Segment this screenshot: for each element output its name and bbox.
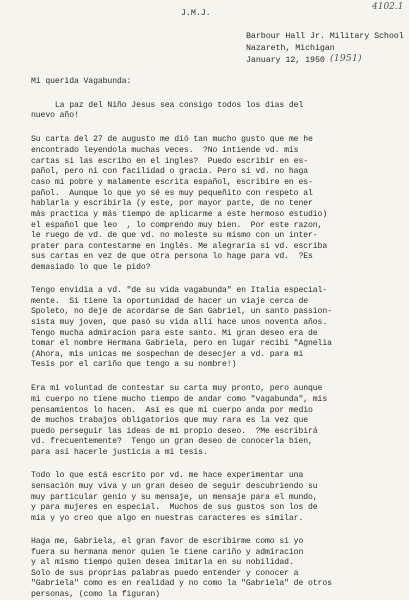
text-line: Era mi voluntad de contestar su carta muy pronto, pero aunque — [31, 384, 323, 393]
text-line: pensamientos lo hacen. Así es que mi cuerpo anda por medio — [31, 406, 313, 415]
text-line: (Ahora, mis unicas me sospechan de desecjer a vd. para mi — [31, 350, 304, 359]
text-line: Tesis por el cariño que tengo a su nombre!) — [31, 360, 237, 369]
text-line: para así hacerle justicia a mi tesis. — [31, 448, 208, 457]
text-line: tomar el nombre Hermana Gabriela, pero en lugar recibí "Agnelia — [31, 339, 332, 348]
text-line: encontrado leyendola muchas veces. ?No intiende vd. mis — [31, 146, 299, 155]
text-line: Su carta del 27 de augusto me dió tan mucho gusto que me he — [31, 135, 313, 144]
text-line: Tengo envidia a vd. "de su vida vagabunda" en Italia especial- — [31, 286, 328, 295]
text-line: más practica y más tiempo de aplicarme a este hermoso estudio) — [31, 210, 328, 219]
text-line: sista muy joven, que pasó su vida allí hace unos noventa años. — [31, 318, 328, 327]
text-line: demasiado lo que le pido? — [31, 263, 151, 272]
text-line: y para mujeres en especial. Muchos de sus gustos son los de — [31, 503, 318, 512]
salutation: Mi querida Vagabunda: — [31, 77, 132, 86]
text-line: el español que leo , lo comprendo muy bien. Por este razon, — [31, 221, 323, 230]
text-line: mi cuerpo no tiene mucho tiempo de andar como "vagabunda", mis — [31, 395, 328, 404]
text-line: Tengo mucha admiracion para este santo. Mi gran deseo era de — [31, 329, 318, 338]
archive-ref-number: 4102.1 — [372, 2, 404, 12]
text-line: caso mi pobre y malamente escrita español, escribire en es- — [31, 178, 313, 187]
sender-institution: Barbour Hall Jr. Military School — [246, 31, 404, 41]
text-line: Todo lo que está escrito por vd. me hace experimentar una — [31, 471, 304, 480]
text-line: y al mismo tiempo quien desea imitarla en su nobilidad. — [31, 558, 294, 567]
text-line: sus cartas en vez de que otra persona lo hage para vd. ?Es — [31, 252, 313, 261]
text-line: fuera su hermana menor quien le tiene cariño y admiracion — [31, 548, 304, 557]
text-line: muy particular genio y su mensaje, un mensaje para el mundo, — [31, 493, 318, 502]
text-line: cartas si las escribo en el ingles? Puedo escribir en es- — [31, 157, 308, 166]
text-line: de muchos trabajos obligatorios que muy rara es la vez que — [31, 416, 308, 425]
year-annotation: (1951) — [330, 53, 362, 64]
letter-date: January 12, 1950 — [246, 55, 325, 65]
text-line: mía y yo creo que algo en nuestras caracteres es similar. — [31, 514, 304, 523]
text-line: puedo perseguir las ideas de mi propio deseo. ?Me escribirá — [31, 427, 318, 436]
text-line: nuevo año! — [31, 111, 79, 120]
text-line: hablarla y escribirla (y este, por mayor parte, de no tener — [31, 199, 313, 208]
text-line: personas, (como la figuran) — [31, 590, 160, 599]
text-line: Solo de sus proprias palabras puedo entender y conocer a — [31, 569, 299, 578]
text-line: sensación muy viva y un gran deseo de seguir descubriendo su — [31, 482, 318, 491]
sender-location: Nazareth, Michigan — [246, 43, 335, 53]
text-line: vd. frecuentemente? Tengo un gran deseo de conocerla bien, — [31, 437, 313, 446]
text-line: Haga me, Gabriela, el gran favor de escribirme como si yo — [31, 537, 304, 546]
text-line: "Gabriela" como es en realidad y no como la "Gabriela" de otros — [31, 579, 332, 588]
text-line: le ruego de vd. de que vd. no moleste su mismo con un inter- — [31, 231, 318, 240]
initials: J.M.J. — [181, 8, 211, 18]
text-line: Spoleto, no deje de acordarse de San Gabriel, un santo passion- — [31, 307, 332, 316]
text-line: mente. Si tiene la oportunidad de hacer un viaje cerca de — [31, 297, 308, 306]
text-line: pañol, pero ni con facilidad o gracia. Pero si vd. no haga — [31, 167, 308, 176]
text-line: La paz del Niño Jesus sea consigo todos los dias del — [31, 101, 304, 110]
text-line: prater para contestarme en inglés. Me alegraría si vd. escriba — [31, 242, 328, 251]
text-line: pañol. Aunque lo que yo sé es muy pequeñito con respeto al — [31, 189, 313, 198]
